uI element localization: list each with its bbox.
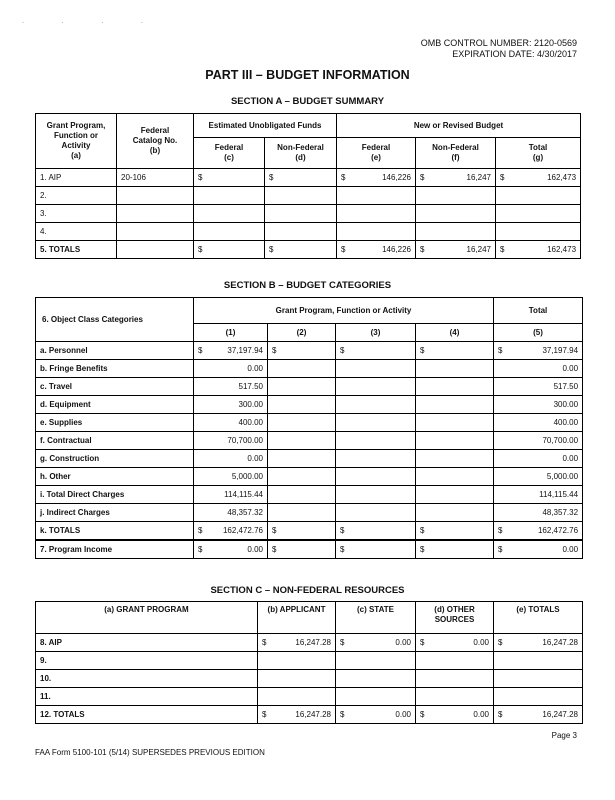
nonfederal-d-cell[interactable]: [265, 205, 337, 223]
col-3-cell[interactable]: [336, 468, 416, 486]
header-nonfederal-d: Non-Federal (d): [265, 138, 337, 169]
state-cell[interactable]: [336, 688, 416, 706]
header-col-1: (1): [194, 324, 268, 342]
row-label: e. Supplies: [36, 414, 194, 432]
federal-c-total: $: [194, 241, 265, 259]
total-g-cell[interactable]: [496, 205, 581, 223]
table-row: [36, 670, 583, 688]
federal-c-cell[interactable]: [194, 223, 265, 241]
col-2-cell[interactable]: [268, 432, 336, 450]
col-3-cell[interactable]: $: [336, 540, 416, 559]
federal-e-cell[interactable]: [337, 187, 416, 205]
col-1-cell: 114,115.44: [194, 486, 268, 504]
header-grant-program: (a) GRANT PROGRAM: [36, 602, 258, 634]
col-3-cell: [336, 486, 416, 504]
header-other-sources: (d) OTHER SOURCES: [416, 602, 494, 634]
col-1-cell[interactable]: $ 37,197.94: [194, 342, 268, 360]
table-row: [36, 634, 583, 652]
col-5-cell[interactable]: 0.00: [494, 360, 583, 378]
col-4-cell[interactable]: [416, 450, 494, 468]
row-label: 3.: [36, 205, 117, 223]
col-5-cell[interactable]: 517.50: [494, 378, 583, 396]
nonfederal-f-cell[interactable]: [416, 223, 496, 241]
row-label: 9.: [36, 652, 258, 670]
col-5-cell[interactable]: 0.00: [494, 450, 583, 468]
nonfederal-f-cell[interactable]: $ 16,247: [416, 169, 496, 187]
row-label: 10.: [36, 670, 258, 688]
table-row: [36, 342, 583, 360]
other-sources-cell[interactable]: [416, 670, 494, 688]
totals-cell[interactable]: [494, 688, 583, 706]
nonfederal-d-total: $: [265, 241, 337, 259]
col-2-cell[interactable]: [268, 504, 336, 522]
col-3-cell[interactable]: [336, 360, 416, 378]
col-1-cell[interactable]: 0.00: [194, 360, 268, 378]
table-row: [36, 187, 581, 205]
row-label: 12. TOTALS: [36, 706, 258, 724]
header-federal-c: Federal (c): [194, 138, 265, 169]
col-1-total: $ 162,472.76: [194, 522, 268, 541]
col-4-cell[interactable]: [416, 396, 494, 414]
total-g-cell[interactable]: [496, 223, 581, 241]
table-row: [36, 169, 581, 187]
row-label: 11.: [36, 688, 258, 706]
totals-total: $ 16,247.28: [494, 706, 583, 724]
budget-summary-table: [35, 113, 581, 259]
col-5-cell[interactable]: 300.00: [494, 396, 583, 414]
col-2-cell[interactable]: [268, 414, 336, 432]
row-label: k. TOTALS: [36, 522, 194, 541]
row-label: a. Personnel: [36, 342, 194, 360]
col-5-cell: 114,115.44: [494, 486, 583, 504]
table-row: [36, 378, 583, 396]
total-g-cell[interactable]: [496, 187, 581, 205]
totals-cell[interactable]: [494, 652, 583, 670]
federal-e-cell[interactable]: [337, 205, 416, 223]
row-label: d. Equipment: [36, 396, 194, 414]
other-sources-total: $ 0.00: [416, 706, 494, 724]
federal-c-cell[interactable]: [194, 187, 265, 205]
table-row: [36, 486, 583, 504]
applicant-cell[interactable]: [258, 670, 336, 688]
col-3-cell[interactable]: [336, 450, 416, 468]
other-sources-cell[interactable]: [416, 652, 494, 670]
state-cell[interactable]: $ 0.00: [336, 634, 416, 652]
col-4-cell[interactable]: [416, 468, 494, 486]
scan-specks: · · · ·: [22, 20, 161, 26]
totals-cell[interactable]: $ 16,247.28: [494, 634, 583, 652]
table-row: [36, 205, 581, 223]
header-grant-program: Grant Program, Function or Activity (a): [36, 114, 117, 169]
program-income-row: [36, 540, 583, 559]
row-label: 5. TOTALS: [36, 241, 117, 259]
nonfederal-d-cell[interactable]: [265, 187, 337, 205]
header-total: Total: [494, 298, 583, 324]
total-g-cell[interactable]: $ 162,473: [496, 169, 581, 187]
catalog-cell: [117, 241, 194, 259]
col-4-cell[interactable]: [416, 360, 494, 378]
omb-info: [421, 38, 577, 60]
header-total-g: Total (g): [496, 138, 581, 169]
col-1-cell[interactable]: 400.00: [194, 414, 268, 432]
nonfederal-f-total: $ 16,247: [416, 241, 496, 259]
col-5-cell[interactable]: 5,000.00: [494, 468, 583, 486]
federal-c-cell[interactable]: [194, 205, 265, 223]
federal-e-cell[interactable]: [337, 223, 416, 241]
section-c-title: SECTION C – NON-FEDERAL RESOURCES: [210, 585, 405, 596]
header-col-3: (3): [336, 324, 416, 342]
row-label: 7. Program Income: [36, 540, 194, 559]
col-4-cell[interactable]: [416, 414, 494, 432]
col-5-cell[interactable]: 48,357.32: [494, 504, 583, 522]
row-label: 1. AIP: [36, 169, 117, 187]
col-5-cell[interactable]: $ 37,197.94: [494, 342, 583, 360]
col-2-total: $: [268, 522, 336, 541]
table-row: [36, 450, 583, 468]
col-1-cell[interactable]: 5,000.00: [194, 468, 268, 486]
header-unobligated-funds: Estimated Unobligated Funds: [194, 114, 337, 138]
federal-c-cell[interactable]: $: [194, 169, 265, 187]
form-footer: FAA Form 5100-101 (5/14) SUPERSEDES PREVIOUS EDITION: [35, 748, 265, 757]
table-row: [36, 504, 583, 522]
col-1-cell[interactable]: $ 0.00: [194, 540, 268, 559]
totals-row: [36, 706, 583, 724]
non-federal-resources-table: [35, 601, 583, 724]
col-3-total: $: [336, 522, 416, 541]
col-1-cell[interactable]: 70,700.00: [194, 432, 268, 450]
col-5-total: $ 162,472.76: [494, 522, 583, 541]
omb-control-number: OMB CONTROL NUMBER: 2120-0569: [420, 38, 577, 48]
col-4-cell[interactable]: $: [416, 342, 494, 360]
nonfederal-d-cell[interactable]: $: [265, 169, 337, 187]
col-3-cell[interactable]: $: [336, 342, 416, 360]
applicant-total: $ 16,247.28: [258, 706, 336, 724]
header-grant-program: Grant Program, Function or Activity: [194, 298, 494, 324]
table-row: [36, 432, 583, 450]
other-sources-cell[interactable]: $ 0.00: [416, 634, 494, 652]
state-cell[interactable]: [336, 652, 416, 670]
page-title: PART III – BUDGET INFORMATION: [205, 68, 410, 82]
row-label: g. Construction: [36, 450, 194, 468]
header-nonfederal-f: Non-Federal (f): [416, 138, 496, 169]
federal-e-cell[interactable]: $ 146,226: [337, 169, 416, 187]
col-3-cell[interactable]: [336, 432, 416, 450]
catalog-cell[interactable]: [117, 223, 194, 241]
col-2-cell[interactable]: $: [268, 342, 336, 360]
header-catalog-no: Federal Catalog No. (b): [117, 114, 194, 169]
table-row: [36, 688, 583, 706]
header-object-class: 6. Object Class Categories: [36, 298, 194, 342]
col-2-cell[interactable]: [268, 468, 336, 486]
budget-categories-table: [35, 297, 583, 559]
row-label: i. Total Direct Charges: [36, 486, 194, 504]
col-4-cell: [416, 486, 494, 504]
totals-row: [36, 241, 581, 259]
table-row: [36, 414, 583, 432]
state-total: $ 0.00: [336, 706, 416, 724]
table-row: [36, 468, 583, 486]
col-3-cell[interactable]: [336, 396, 416, 414]
table-row: [36, 360, 583, 378]
page-number: Page 3: [551, 731, 577, 740]
header-state: (c) STATE: [336, 602, 416, 634]
header-col-5: (5): [494, 324, 583, 342]
col-4-cell[interactable]: [416, 432, 494, 450]
header-col-2: (2): [268, 324, 336, 342]
row-label: 8. AIP: [36, 634, 258, 652]
totals-row: [36, 522, 583, 541]
total-g-total: $ 162,473: [496, 241, 581, 259]
table-row: [36, 652, 583, 670]
col-4-cell[interactable]: [416, 504, 494, 522]
col-5-cell[interactable]: $ 0.00: [494, 540, 583, 559]
col-5-cell[interactable]: 400.00: [494, 414, 583, 432]
section-a-title: SECTION A – BUDGET SUMMARY: [230, 96, 385, 107]
catalog-cell[interactable]: [117, 205, 194, 223]
totals-cell[interactable]: [494, 670, 583, 688]
col-4-total: $: [416, 522, 494, 541]
row-label: h. Other: [36, 468, 194, 486]
col-1-cell[interactable]: 0.00: [194, 450, 268, 468]
section-b-title: SECTION B – BUDGET CATEGORIES: [223, 280, 392, 291]
catalog-cell[interactable]: [117, 187, 194, 205]
nonfederal-d-cell[interactable]: [265, 223, 337, 241]
other-sources-cell[interactable]: [416, 688, 494, 706]
col-2-cell[interactable]: [268, 396, 336, 414]
table-row: [36, 396, 583, 414]
catalog-cell[interactable]: 20-106: [117, 169, 194, 187]
header-federal-e: Federal (e): [337, 138, 416, 169]
expiration-date: EXPIRATION DATE: 4/30/2017: [452, 49, 577, 59]
applicant-cell[interactable]: [258, 688, 336, 706]
row-label: c. Travel: [36, 378, 194, 396]
nonfederal-f-cell[interactable]: [416, 205, 496, 223]
col-2-cell[interactable]: [268, 450, 336, 468]
header-applicant: (b) APPLICANT: [258, 602, 336, 634]
col-2-cell[interactable]: [268, 360, 336, 378]
col-1-cell[interactable]: 300.00: [194, 396, 268, 414]
nonfederal-f-cell[interactable]: [416, 187, 496, 205]
col-3-cell[interactable]: [336, 378, 416, 396]
col-2-cell[interactable]: $: [268, 540, 336, 559]
col-4-cell[interactable]: $: [416, 540, 494, 559]
row-label: b. Fringe Benefits: [36, 360, 194, 378]
header-col-4: (4): [416, 324, 494, 342]
col-2-cell: [268, 486, 336, 504]
row-label: j. Indirect Charges: [36, 504, 194, 522]
applicant-cell[interactable]: [258, 652, 336, 670]
row-label: 4.: [36, 223, 117, 241]
col-1-cell[interactable]: 517.50: [194, 378, 268, 396]
header-totals: (e) TOTALS: [494, 602, 583, 634]
row-label: 2.: [36, 187, 117, 205]
table-row: [36, 223, 581, 241]
col-3-cell[interactable]: [336, 504, 416, 522]
row-label: f. Contractual: [36, 432, 194, 450]
header-new-revised-budget: New or Revised Budget: [337, 114, 581, 138]
col-3-cell[interactable]: [336, 414, 416, 432]
col-5-cell[interactable]: 70,700.00: [494, 432, 583, 450]
applicant-cell[interactable]: $ 16,247.28: [258, 634, 336, 652]
federal-e-total: $ 146,226: [337, 241, 416, 259]
state-cell[interactable]: [336, 670, 416, 688]
col-4-cell[interactable]: [416, 378, 494, 396]
col-1-cell[interactable]: 48,357.32: [194, 504, 268, 522]
col-2-cell[interactable]: [268, 378, 336, 396]
